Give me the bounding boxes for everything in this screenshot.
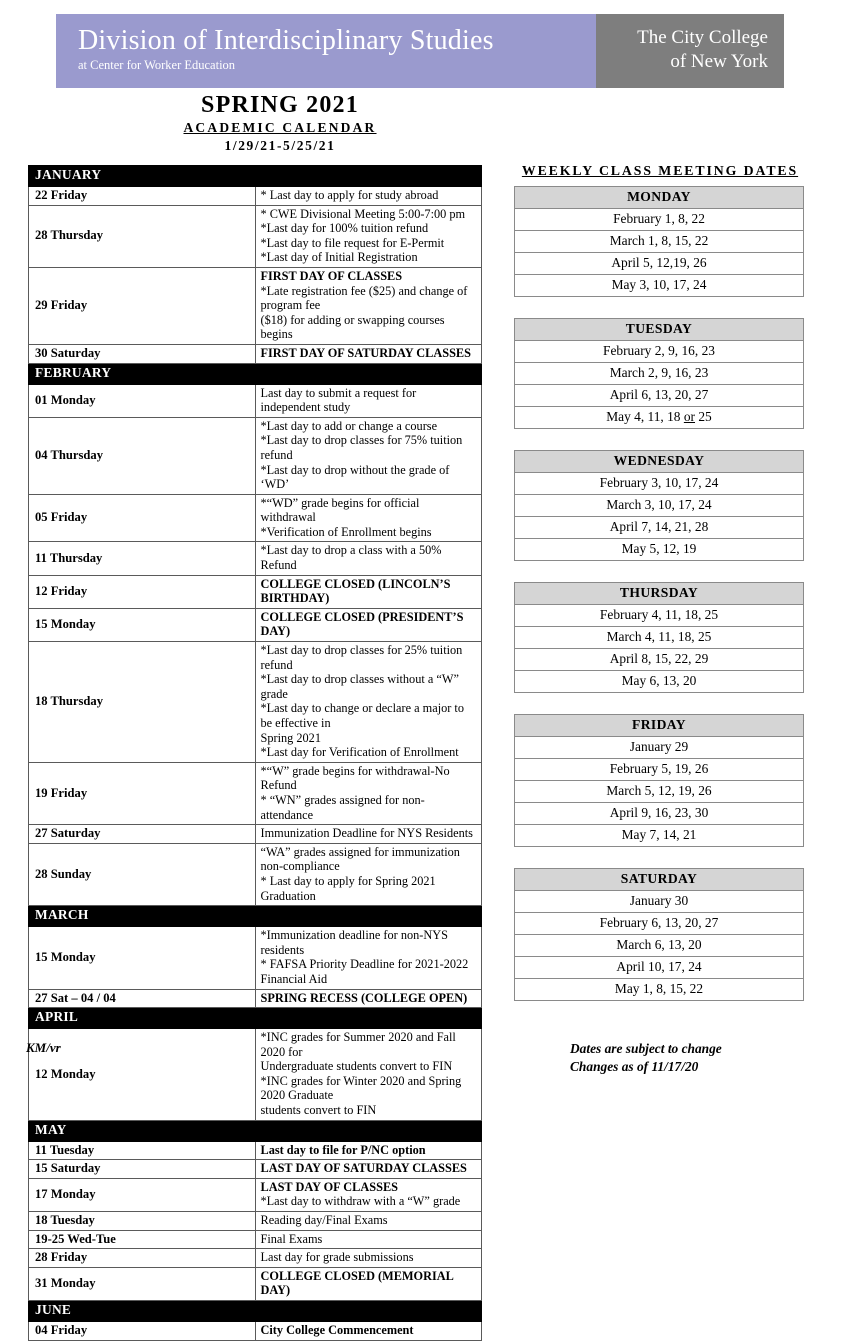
calendar-event-line: *Late registration fee ($25) and change of program fee (260, 283, 468, 313)
calendar-event-line: Reading day/Final Exams (260, 1213, 388, 1228)
college-banner-panel (596, 14, 784, 88)
weekly-dates-row (515, 495, 804, 517)
calendar-event-line: students convert to FIN (260, 1103, 377, 1118)
calendar-date-cell: 19 Friday (29, 762, 256, 824)
weekly-dates-row (515, 473, 804, 495)
calendar-date-cell: 19-25 Wed-Tue (29, 1230, 256, 1249)
calendar-event-cell (255, 494, 482, 542)
calendar-date-cell: 22 Friday (29, 187, 256, 206)
weekly-dates-cell: May 7, 14, 21 (515, 825, 804, 847)
calendar-event-cell (255, 205, 482, 267)
calendar-event-line: *Last day to change or declare a major to be effective in (260, 701, 464, 730)
weekly-dates-row (515, 209, 804, 231)
header-banner (56, 14, 784, 88)
weekly-dates-cell: March 3, 10, 17, 24 (515, 495, 804, 517)
footer-note (570, 1040, 722, 1076)
calendar-event-line: *Last day to drop classes for 75% tuition refund (260, 433, 463, 462)
weekly-dates-cell: January 29 (515, 737, 804, 759)
month-header-label: MAY (29, 1120, 482, 1141)
calendar-event-line: Last day to file for P/NC option (260, 1142, 426, 1157)
calendar-event-line: Undergraduate students convert to FIN (260, 1059, 453, 1074)
calendar-row (29, 1267, 482, 1300)
calendar-row (29, 608, 482, 641)
weekly-dates-cell: May 4, 11, 18 or 25 (515, 407, 804, 429)
calendar-date-cell: 29 Friday (29, 267, 256, 344)
weekly-dates-cell: May 6, 13, 20 (515, 671, 804, 693)
calendar-event-cell (255, 542, 482, 575)
weekday-header-label: FRIDAY (515, 715, 804, 737)
weekly-dates-row (515, 671, 804, 693)
calendar-date-cell: 28 Thursday (29, 205, 256, 267)
calendar-event-cell (255, 267, 482, 344)
calendar-row (29, 989, 482, 1008)
calendar-event-line: *INC grades for Summer 2020 and Fall 2020 for (260, 1030, 456, 1059)
calendar-row (29, 575, 482, 608)
month-header-row (29, 1120, 482, 1141)
calendar-event-cell (255, 1160, 482, 1179)
weekly-dates-cell: April 9, 16, 23, 30 (515, 803, 804, 825)
month-header-row (29, 906, 482, 927)
calendar-event-line: City College Commencement (260, 1323, 414, 1337)
calendar-event-line: COLLEGE CLOSED (LINCOLN’S BIRTHDAY) (260, 576, 451, 606)
calendar-date-cell: 11 Thursday (29, 542, 256, 575)
term-date-range: 1/29/21-5/25/21 (224, 138, 336, 153)
weekly-dates-cell: February 3, 10, 17, 24 (515, 473, 804, 495)
calendar-event-line: * CWE Divisional Meeting 5:00-7:00 pm (260, 206, 466, 221)
calendar-row (29, 762, 482, 824)
calendar-date-cell: 11 Tuesday (29, 1141, 256, 1160)
page-title: SPRING 2021 (201, 92, 359, 118)
calendar-event-cell (255, 1322, 482, 1341)
weekday-header-label: WEDNESDAY (515, 451, 804, 473)
weekly-dates-row (515, 385, 804, 407)
footer-note-line1: Dates are subject to change (570, 1041, 722, 1056)
calendar-event-line: COLLEGE CLOSED (MEMORIAL DAY) (260, 1268, 454, 1298)
weekly-header-row (515, 451, 804, 473)
weekly-table-tuesday (514, 318, 804, 429)
calendar-row (29, 1160, 482, 1179)
calendar-date-cell: 12 Monday (29, 1029, 256, 1121)
month-header-label: MARCH (29, 906, 482, 927)
page-subtitle: ACADEMIC CALENDAR (183, 120, 377, 135)
calendar-row (29, 843, 482, 905)
weekly-dates-cell: March 5, 12, 19, 26 (515, 781, 804, 803)
weekly-dates-cell: May 1, 8, 15, 22 (515, 979, 804, 1001)
calendar-date-cell: 31 Monday (29, 1267, 256, 1300)
weekly-header-row (515, 869, 804, 891)
calendar-date-cell: 28 Friday (29, 1249, 256, 1268)
month-header-row (29, 1301, 482, 1322)
calendar-event-cell (255, 843, 482, 905)
calendar-event-line: *Last day to drop classes without a “W” grade (260, 672, 459, 701)
calendar-date-cell: 04 Friday (29, 1322, 256, 1341)
calendar-event-line: *Verification of Enrollment begins (260, 524, 432, 539)
calendar-date-cell: 18 Thursday (29, 642, 256, 763)
weekly-dates-cell: March 4, 11, 18, 25 (515, 627, 804, 649)
calendar-event-cell (255, 608, 482, 641)
weekly-table-saturday (514, 868, 804, 1001)
footer-note-line2: Changes as of 11/17/20 (570, 1059, 699, 1074)
calendar-event-line: COLLEGE CLOSED (PRESIDENT’S DAY) (260, 609, 464, 639)
weekly-dates-row (515, 979, 804, 1001)
calendar-event-cell (255, 642, 482, 763)
weekly-dates-cell: March 2, 9, 16, 23 (515, 363, 804, 385)
calendar-event-line: * Last day to apply for Spring 2021 Graduation (260, 873, 436, 903)
college-name-line2: of New York (670, 51, 768, 72)
calendar-event-line: “WA” grades assigned for immunization non-compliance (260, 844, 460, 874)
calendar-event-cell (255, 1267, 482, 1300)
month-header-label: JANUARY (29, 166, 482, 187)
calendar-event-line: LAST DAY OF SATURDAY CLASSES (260, 1161, 467, 1176)
weekly-dates-row (515, 605, 804, 627)
weekly-dates-cell: May 3, 10, 17, 24 (515, 275, 804, 297)
calendar-event-line: *Last day to drop without the grade of ‘WD’ (260, 462, 450, 492)
weekly-dates-row (515, 407, 804, 429)
weekly-dates-cell: March 6, 13, 20 (515, 935, 804, 957)
calendar-event-cell (255, 927, 482, 989)
weekly-dates-cell: February 6, 13, 20, 27 (515, 913, 804, 935)
calendar-row (29, 1212, 482, 1231)
calendar-row (29, 1322, 482, 1341)
weekday-header-label: THURSDAY (515, 583, 804, 605)
weekday-header-label: MONDAY (515, 187, 804, 209)
calendar-event-line: *Last day to add or change a course (260, 418, 438, 433)
calendar-date-cell: 28 Sunday (29, 843, 256, 905)
weekly-dates-row (515, 759, 804, 781)
month-header-row (29, 363, 482, 384)
calendar-event-line: LAST DAY OF CLASSES (260, 1179, 398, 1194)
calendar-row (29, 825, 482, 844)
calendar-date-cell: 15 Monday (29, 608, 256, 641)
weekly-dates-row (515, 539, 804, 561)
calendar-date-cell: 15 Saturday (29, 1160, 256, 1179)
calendar-row (29, 1141, 482, 1160)
calendar-row (29, 642, 482, 763)
calendar-date-cell: 04 Thursday (29, 417, 256, 494)
calendar-row (29, 417, 482, 494)
weekly-header-row (515, 319, 804, 341)
calendar-event-line: *“WD” grade begins for official withdrawal (260, 495, 420, 525)
calendar-date-cell: 30 Saturday (29, 344, 256, 363)
weekly-dates-row (515, 891, 804, 913)
calendar-event-line: *Last day for 100% tuition refund (260, 221, 429, 236)
weekly-dates-row (515, 737, 804, 759)
weekly-dates-cell: April 8, 15, 22, 29 (515, 649, 804, 671)
calendar-event-cell (255, 1249, 482, 1268)
or-emphasis: or (683, 409, 696, 425)
calendar-event-line: * FAFSA Priority Deadline for 2021-2022 Financial Aid (260, 957, 469, 986)
calendar-date-cell: 18 Tuesday (29, 1212, 256, 1231)
weekly-dates-row (515, 363, 804, 385)
college-name-line1: The City College (637, 27, 768, 48)
calendar-event-line: *Last day to file request for E-Permit (260, 235, 445, 250)
weekly-dates-cell: April 7, 14, 21, 28 (515, 517, 804, 539)
calendar-event-cell (255, 575, 482, 608)
calendar-row (29, 1178, 482, 1211)
weekly-table-friday (514, 714, 804, 847)
calendar-row (29, 344, 482, 363)
division-banner-panel (56, 14, 596, 88)
calendar-event-cell (255, 187, 482, 206)
weekly-dates-cell: February 5, 19, 26 (515, 759, 804, 781)
academic-calendar-table (28, 165, 482, 1341)
calendar-date-cell: 01 Monday (29, 384, 256, 417)
calendar-event-line: *Last day to withdraw with a “W” grade (260, 1194, 461, 1209)
calendar-event-cell (255, 825, 482, 844)
calendar-event-line: Spring 2021 (260, 730, 321, 745)
weekly-dates-row (515, 231, 804, 253)
footer-initials: KM/vr (26, 1040, 61, 1055)
calendar-event-line: *Last day of Initial Registration (260, 250, 418, 265)
calendar-event-line: Last day to submit a request for independent study (260, 385, 417, 415)
calendar-event-line: *Last day for Verification of Enrollment (260, 745, 459, 760)
weekly-table-thursday (514, 582, 804, 693)
document-title-block (0, 92, 560, 155)
weekly-tables-container (514, 186, 814, 1001)
month-header-label: FEBRUARY (29, 363, 482, 384)
division-subtitle: at Center for Worker Education (78, 58, 236, 72)
weekly-header-row (515, 715, 804, 737)
weekly-dates-cell: March 1, 8, 15, 22 (515, 231, 804, 253)
weekly-dates-row (515, 517, 804, 539)
weekly-table-wednesday (514, 450, 804, 561)
calendar-date-cell: 27 Sat – 04 / 04 (29, 989, 256, 1008)
calendar-event-cell (255, 1178, 482, 1211)
weekly-dates-row (515, 935, 804, 957)
weekly-dates-row (515, 627, 804, 649)
weekly-dates-row (515, 825, 804, 847)
weekly-class-meeting-section (514, 163, 814, 1022)
weekly-table-monday (514, 186, 804, 297)
calendar-row (29, 1249, 482, 1268)
calendar-event-cell (255, 1141, 482, 1160)
calendar-row (29, 1029, 482, 1121)
calendar-event-cell (255, 344, 482, 363)
calendar-event-line: SPRING RECESS (COLLEGE OPEN) (260, 990, 468, 1005)
weekly-dates-row (515, 649, 804, 671)
calendar-row (29, 187, 482, 206)
weekly-dates-cell: April 6, 13, 20, 27 (515, 385, 804, 407)
weekday-header-label: SATURDAY (515, 869, 804, 891)
weekly-header-row (515, 583, 804, 605)
calendar-event-cell (255, 989, 482, 1008)
weekly-header-row (515, 187, 804, 209)
calendar-row (29, 1230, 482, 1249)
calendar-date-cell: 17 Monday (29, 1178, 256, 1211)
calendar-event-line: *Immunization deadline for non-NYS residents (260, 928, 448, 957)
calendar-event-line: Final Exams (260, 1231, 323, 1246)
weekly-dates-cell: February 2, 9, 16, 23 (515, 341, 804, 363)
calendar-event-line: ($18) for adding or swapping courses begins (260, 312, 445, 342)
calendar-event-line: *Last day to drop classes for 25% tuition refund (260, 643, 463, 672)
calendar-event-line: FIRST DAY OF SATURDAY CLASSES (260, 345, 471, 360)
calendar-event-line: * “WN” grades assigned for non-attendance (260, 792, 425, 822)
weekly-dates-cell: April 10, 17, 24 (515, 957, 804, 979)
weekday-header-label: TUESDAY (515, 319, 804, 341)
calendar-row (29, 927, 482, 989)
weekly-dates-row (515, 341, 804, 363)
month-header-label: JUNE (29, 1301, 482, 1322)
calendar-date-cell: 05 Friday (29, 494, 256, 542)
calendar-event-line: Last day for grade submissions (260, 1250, 414, 1265)
weekly-dates-cell: April 5, 12,19, 26 (515, 253, 804, 275)
calendar-event-cell (255, 1230, 482, 1249)
calendar-date-cell: 12 Friday (29, 575, 256, 608)
calendar-event-line: Immunization Deadline for NYS Residents (260, 826, 473, 841)
calendar-event-line: *“W” grade begins for withdrawal-No Refund (260, 763, 450, 793)
calendar-event-cell (255, 1029, 482, 1121)
weekly-dates-row (515, 803, 804, 825)
weekly-dates-row (515, 913, 804, 935)
weekly-section-heading: WEEKLY CLASS MEETING DATES (521, 163, 799, 178)
month-header-row (29, 166, 482, 187)
calendar-date-cell: 27 Saturday (29, 825, 256, 844)
division-title: Division of Interdisciplinary Studies (78, 25, 494, 56)
month-header-row (29, 1008, 482, 1029)
calendar-row (29, 205, 482, 267)
calendar-event-line: *INC grades for Winter 2020 and Spring 2020 Graduate (260, 1073, 462, 1103)
calendar-row (29, 494, 482, 542)
calendar-row (29, 542, 482, 575)
weekly-dates-row (515, 275, 804, 297)
calendar-event-line: FIRST DAY OF CLASSES (260, 268, 403, 283)
weekly-dates-row (515, 957, 804, 979)
weekly-dates-cell: January 30 (515, 891, 804, 913)
weekly-dates-cell: February 4, 11, 18, 25 (515, 605, 804, 627)
calendar-event-cell (255, 384, 482, 417)
calendar-row (29, 384, 482, 417)
weekly-dates-cell: February 1, 8, 22 (515, 209, 804, 231)
weekly-dates-row (515, 781, 804, 803)
calendar-event-line: * Last day to apply for study abroad (260, 188, 439, 202)
calendar-event-cell (255, 417, 482, 494)
calendar-event-line: *Last day to drop a class with a 50% Refund (260, 543, 442, 573)
calendar-date-cell: 15 Monday (29, 927, 256, 989)
weekly-dates-row (515, 253, 804, 275)
calendar-event-cell (255, 762, 482, 824)
weekly-dates-cell: May 5, 12, 19 (515, 539, 804, 561)
calendar-event-cell (255, 1212, 482, 1231)
month-header-label: APRIL (29, 1008, 482, 1029)
calendar-row (29, 267, 482, 344)
